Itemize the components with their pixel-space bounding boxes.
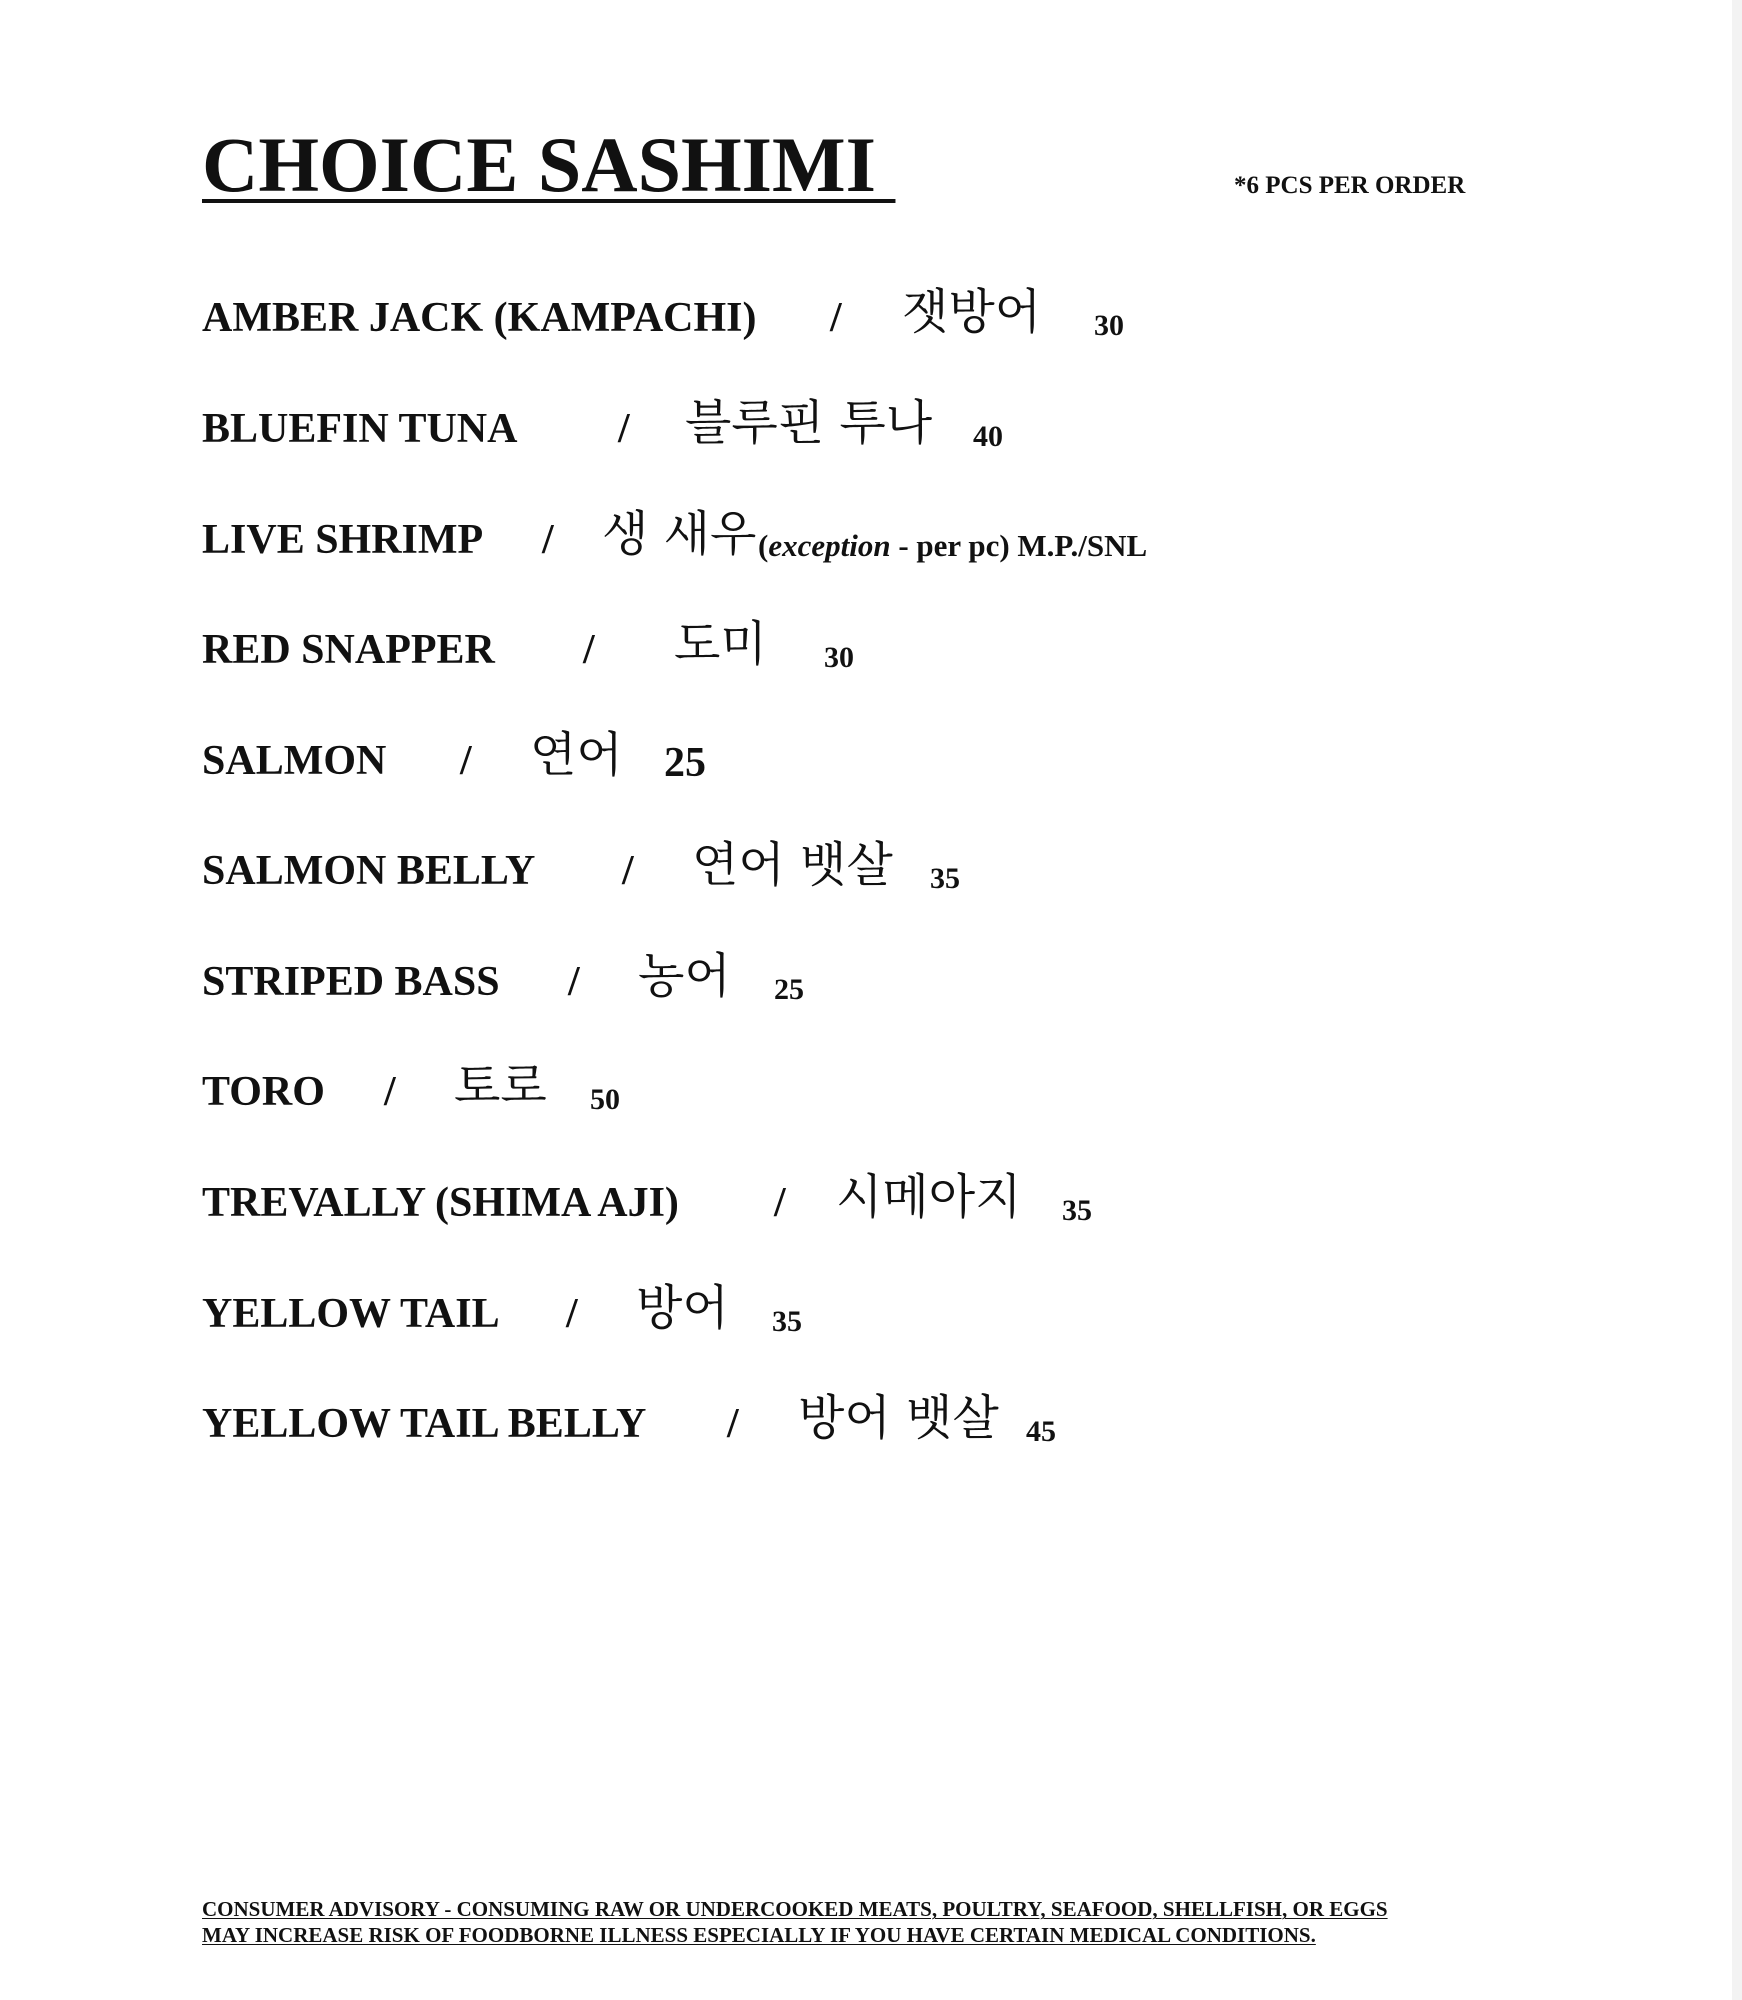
item-name: LIVE SHRIMP bbox=[202, 517, 484, 563]
item-price: 35 bbox=[1062, 1194, 1092, 1227]
item-name: TORO bbox=[202, 1069, 325, 1115]
item-korean-name: 블루핀 투나 bbox=[685, 395, 933, 451]
item-separator: / bbox=[566, 1291, 578, 1337]
consumer-advisory bbox=[202, 1896, 1522, 1948]
item-separator: / bbox=[542, 517, 554, 563]
item-korean-name: 연어 bbox=[530, 727, 623, 783]
item-korean-name: 도미 bbox=[674, 616, 767, 672]
item-price: 30 bbox=[1094, 309, 1124, 342]
item-price: 35 bbox=[930, 862, 960, 895]
item-korean-name: 농어 bbox=[638, 948, 731, 1004]
item-price: 25 bbox=[664, 740, 706, 786]
item-separator: / bbox=[583, 627, 595, 673]
item-name: YELLOW TAIL BELLY bbox=[202, 1401, 647, 1447]
item-price: 25 bbox=[774, 973, 804, 1006]
item-separator: / bbox=[774, 1180, 786, 1226]
item-korean-name: 잿방어 bbox=[902, 284, 1042, 340]
item-separator: / bbox=[384, 1069, 396, 1115]
item-separator: / bbox=[727, 1401, 739, 1447]
item-price: 45 bbox=[1026, 1415, 1056, 1448]
item-korean-name: 연어 뱃살 bbox=[692, 837, 893, 893]
item-price: 35 bbox=[772, 1305, 802, 1338]
note-italic: exception bbox=[768, 528, 891, 563]
item-price: 50 bbox=[590, 1083, 620, 1116]
advisory-line-1: CONSUMER ADVISORY - CONSUMING RAW OR UNDERCOOKED MEATS, POULTRY, SEAFOOD, SHELLFISH, OR EGGS bbox=[202, 1897, 1388, 1921]
item-name: YELLOW TAIL bbox=[202, 1291, 500, 1337]
note-open: ( bbox=[758, 528, 769, 563]
item-name: RED SNAPPER bbox=[202, 627, 495, 673]
page-edge bbox=[1732, 0, 1742, 2000]
item-name: SALMON BELLY bbox=[202, 848, 536, 894]
item-price: 40 bbox=[973, 420, 1003, 453]
item-korean-name: 시메아지 bbox=[836, 1169, 1022, 1225]
item-price: 30 bbox=[824, 641, 854, 674]
item-name: AMBER JACK (KAMPACHI) bbox=[202, 295, 757, 341]
item-korean-name: 생 새우 bbox=[602, 506, 757, 562]
item-separator: / bbox=[460, 738, 472, 784]
item-separator: / bbox=[830, 295, 842, 341]
item-name: SALMON bbox=[202, 738, 387, 784]
item-note bbox=[758, 516, 1147, 576]
item-separator: / bbox=[622, 848, 634, 894]
per-order-note: *6 PCS PER ORDER bbox=[1234, 172, 1466, 199]
note-rest: - per pc) M.P./SNL bbox=[890, 528, 1148, 563]
item-name: BLUEFIN TUNA bbox=[202, 406, 518, 452]
item-korean-name: 방어 뱃살 bbox=[798, 1390, 999, 1446]
advisory-line-2: MAY INCREASE RISK OF FOODBORNE ILLNESS ESPECIALLY IF YOU HAVE CERTAIN MEDICAL CONDITIONS. bbox=[202, 1923, 1316, 1947]
item-separator: / bbox=[568, 959, 580, 1005]
item-name: TREVALLY (SHIMA AJI) bbox=[202, 1180, 679, 1226]
page-title: CHOICE SASHIMI bbox=[202, 121, 896, 208]
item-name: STRIPED BASS bbox=[202, 959, 500, 1005]
item-korean-name: 토로 bbox=[454, 1058, 547, 1114]
item-korean-name: 방어 bbox=[636, 1280, 729, 1336]
item-separator: / bbox=[618, 406, 630, 452]
